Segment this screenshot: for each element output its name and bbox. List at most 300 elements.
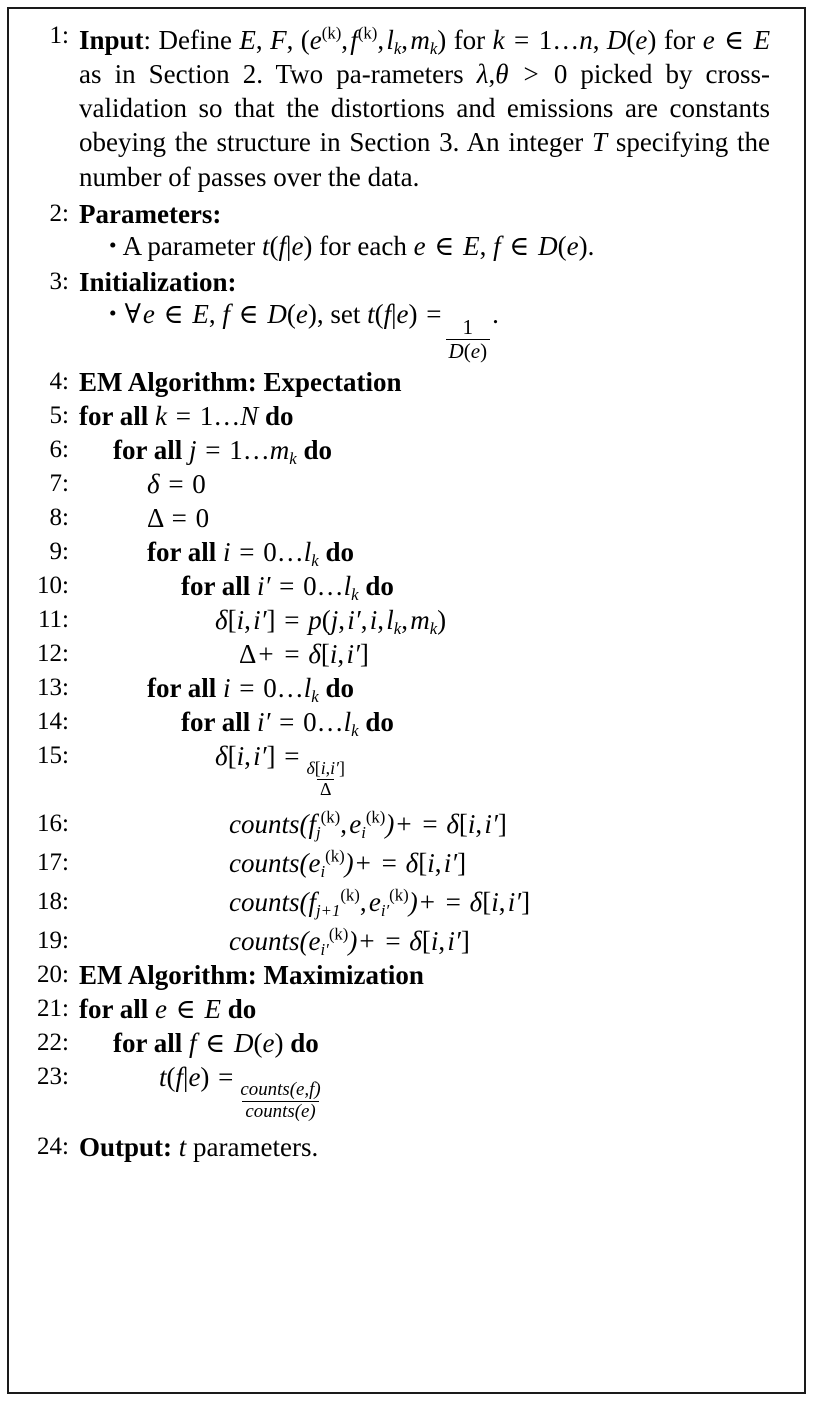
superscript-k-2: (k) <box>357 23 378 43</box>
zero-7: 0 <box>192 468 206 499</box>
symbol-i-prime-1 <box>257 571 270 601</box>
prime-6: ′ <box>260 740 267 771</box>
line-8-content <box>79 502 790 533</box>
algorithm-line-1 <box>9 23 790 194</box>
counts-label-17: counts <box>229 847 300 878</box>
line-number-23: 23: <box>37 1062 69 1090</box>
line-14-content <box>79 706 790 740</box>
equals-9: = <box>239 536 255 567</box>
symbol-e-1: e <box>309 25 322 55</box>
line-number-8: 8: <box>49 503 69 531</box>
fraction-one-over-De <box>446 316 491 362</box>
zero-9: 0 <box>263 536 277 567</box>
line-12-content: Δ+ = δ[i, i′] <box>239 638 369 669</box>
symbol-delta-uc-1: Δ <box>147 502 163 533</box>
subscript-k-3: k <box>289 448 297 468</box>
plus-16: + <box>396 808 412 839</box>
dots-9: … <box>276 536 304 567</box>
algorithm-line-18 <box>9 885 790 920</box>
subscript-k-5: k <box>351 584 359 604</box>
dots-6: … <box>242 434 270 465</box>
vertical-bar-1: | <box>286 230 292 261</box>
symbol-i-prime-2 <box>253 605 266 635</box>
symbol-i-prime-6 <box>253 741 266 771</box>
set-word: set <box>330 298 361 329</box>
symbol-i-prime-4 <box>346 639 359 669</box>
symbol-m-3: m <box>410 604 430 635</box>
symbol-delta-lc-9: δ <box>409 925 422 956</box>
line-2-content <box>79 198 790 229</box>
symbol-j-2: j <box>330 604 339 635</box>
fraction-numerator-2: δ[i,i′] <box>306 758 345 779</box>
symbol-i-24: i <box>447 925 455 956</box>
do-keyword-6: do <box>303 434 332 465</box>
structure-frag: the structure in Section <box>174 127 431 158</box>
element-of-5: ∈ <box>238 298 259 329</box>
symbol-f-7: f <box>308 886 317 917</box>
period-2: . <box>452 127 460 158</box>
symbol-j-1: j <box>189 434 197 465</box>
symbol-E-3: E <box>463 230 480 261</box>
colon-1: : <box>143 25 152 55</box>
algorithm-line-8 <box>9 502 790 533</box>
algorithm-box <box>7 7 806 1394</box>
element-of-7: ∈ <box>205 1027 226 1058</box>
equals-16: = <box>422 808 438 839</box>
symbol-delta-lc-1: δ <box>147 468 160 499</box>
symbol-e-14: e <box>308 925 321 956</box>
symbol-E-1: E <box>239 25 256 55</box>
algorithm-line-10 <box>9 570 790 604</box>
one-5: 1 <box>199 400 214 431</box>
symbol-e-2: e <box>635 25 648 55</box>
for-all-keyword-21: for all <box>79 993 149 1024</box>
zero-8: 0 <box>195 502 210 533</box>
symbol-e-19: e <box>301 1101 310 1123</box>
symbol-T: T <box>592 127 608 158</box>
symbol-i-prime-12 <box>447 926 460 956</box>
subscript-j-1: j <box>316 822 321 842</box>
prime-1: ′ <box>264 570 271 601</box>
subscript-k-2: k <box>429 39 438 59</box>
equals-11: = <box>284 604 300 635</box>
line-19-content: $counts(e_{i'}^{(k)})+ = \delta[i$, i′] <box>229 924 470 959</box>
do-keyword-5: do <box>264 400 294 431</box>
line-15-content: δ[i, i′] = $\frac{\delta[i,i']}{\Delta}$ <box>79 743 790 799</box>
superscript-k-7: (k) <box>389 885 409 905</box>
line-21-content <box>79 993 790 1024</box>
symbol-i-3: i <box>236 604 245 635</box>
subscript-k-1: k <box>393 39 402 59</box>
symbol-delta-lc-4: δ <box>215 740 228 771</box>
tuple-group: ($e^{(k)}$, $f^{(k)}$, $l_k$, $m_k$) <box>300 23 447 59</box>
element-of-6: ∈ <box>175 993 196 1024</box>
fraction-denominator-1: D(e) <box>446 339 491 362</box>
symbol-m-1: m <box>410 25 430 55</box>
symbol-i-13: i <box>320 758 326 779</box>
line-5-content <box>79 400 790 431</box>
bullet-icon-1: • <box>109 233 117 258</box>
bracket-close-3: ] <box>266 740 276 771</box>
line-number-17: 17: <box>37 848 69 876</box>
element-of-2: ∈ <box>434 230 455 261</box>
bracket-open-1: [ <box>227 604 237 635</box>
zero-13: 0 <box>263 672 277 703</box>
line-6-content <box>79 434 790 468</box>
line-4-content <box>79 366 790 397</box>
equals-23: = <box>218 1061 234 1092</box>
line-number-3: 3: <box>49 267 69 295</box>
algorithm-line-9 <box>9 536 790 570</box>
symbol-p-1: p <box>308 604 322 635</box>
algorithm-line-13 <box>9 672 790 706</box>
line-9-content <box>79 536 790 570</box>
counts-label-23b: counts <box>245 1101 295 1123</box>
algorithm-line-23 <box>9 1061 790 1123</box>
symbol-i-prime-11 <box>508 887 521 917</box>
prime-11: ′ <box>515 886 522 917</box>
equals-8: = <box>171 502 187 533</box>
dots-14: … <box>316 706 344 737</box>
passes-frag: the number of passes over the data. <box>79 127 771 192</box>
equals-14: = <box>279 706 295 737</box>
zero-10: 0 <box>303 570 317 601</box>
bracket-open-7: [ <box>482 886 492 917</box>
symbol-i-10: i <box>257 706 265 737</box>
symbol-i-19: i <box>380 900 386 920</box>
symbol-l-3: l <box>343 570 352 601</box>
line-number-16: 16: <box>37 809 69 837</box>
bracket-close-8: ] <box>460 925 470 956</box>
gap-24 <box>9 1057 790 1064</box>
line-16-content: $counts(f_j^{(k)}$, $e_i^{(k)})+ = \delta[i$, i′] <box>229 807 507 842</box>
subscript-k-9: k <box>351 720 359 740</box>
symbol-i-17: i <box>427 847 435 878</box>
a-parameter-text: A parameter <box>122 230 256 261</box>
line-number-7: 7: <box>49 469 69 497</box>
bracket-close-5: ] <box>497 808 507 839</box>
algorithm-line-6 <box>9 434 790 468</box>
equals-15: = <box>284 740 300 771</box>
algorithm-line-12 <box>9 638 790 669</box>
parameters-word: parameters. <box>193 1132 319 1163</box>
two-parameters-frag: Two pa- <box>275 59 371 90</box>
symbol-i-4: i <box>253 604 261 635</box>
line-number-14: 14: <box>37 707 69 735</box>
symbol-E-5: E <box>204 993 221 1024</box>
plus-19: + <box>359 925 375 956</box>
for-all-keyword-9: for all <box>147 536 217 567</box>
symbol-e-4: e <box>291 230 304 261</box>
line-number-19: 19: <box>37 926 69 954</box>
symbol-l-4: l <box>386 604 394 635</box>
algorithm-line-3 <box>9 266 790 297</box>
superscript-k-5: (k) <box>325 846 345 866</box>
subscript-k-6: k <box>393 618 402 638</box>
line-number-13: 13: <box>37 673 69 701</box>
symbol-E-4: E <box>192 298 209 329</box>
prime-5: ′ <box>264 706 271 737</box>
for-each-text: for each <box>319 230 407 261</box>
bracket-close-2: ] <box>359 638 369 669</box>
dots-13: … <box>276 672 304 703</box>
symbol-f-2: f <box>278 230 287 261</box>
symbol-E-2: E <box>753 25 771 55</box>
counts-label-23a: counts <box>240 1079 290 1101</box>
line-20-content <box>79 959 790 990</box>
line-7-content <box>79 468 790 499</box>
symbol-f-10: f <box>309 1079 315 1101</box>
symbol-delta-lc-7: δ <box>405 847 419 878</box>
symbol-m-2: m <box>269 434 290 465</box>
fraction-numerator-1: 1 <box>462 314 474 339</box>
algorithm-body <box>9 9 804 1161</box>
symbol-l-5: l <box>303 672 312 703</box>
subscript-i-2: i <box>320 861 326 881</box>
algorithm-line-19 <box>9 924 790 959</box>
dots-5: … <box>213 400 241 431</box>
symbol-e-17: e <box>188 1061 201 1092</box>
line-number-11: 11: <box>37 605 69 633</box>
symbol-e-18: e <box>296 1079 305 1101</box>
symbol-i-23: i <box>430 925 439 956</box>
line-number-24: 24: <box>37 1133 69 1161</box>
bracket-open-4: [ <box>314 758 321 779</box>
symbol-f-8: f <box>189 1027 197 1058</box>
symbol-t-1: t <box>262 230 270 261</box>
symbol-i-20: i <box>491 886 499 917</box>
line-number-5: 5: <box>49 401 69 429</box>
equals-7: = <box>168 468 184 499</box>
prime-12: ′ <box>325 939 329 959</box>
gap-9 <box>9 498 790 505</box>
for-all-keyword-22: for all <box>113 1027 183 1058</box>
symbol-f-9: f <box>175 1061 184 1092</box>
subscript-i-prime-1 <box>381 901 389 920</box>
symbol-D-1: D <box>606 25 627 55</box>
forall-symbol: ∀ <box>124 298 141 329</box>
line-17-content: $counts(e_i^{(k)})+ = \delta[i$, i′] <box>229 846 467 881</box>
period-1: . <box>256 59 263 90</box>
symbol-i-16: i <box>484 808 492 839</box>
period-3: . <box>587 230 595 261</box>
algorithm-line-7 <box>9 468 790 499</box>
fraction-numerator-3: counts(e,f) <box>240 1079 321 1101</box>
algorithm-line-24 <box>9 1134 790 1161</box>
bracket-close-4: ] <box>338 758 345 779</box>
for-all-keyword-6: for all <box>113 434 183 465</box>
plus-18: + <box>419 886 435 917</box>
line-number-18: 18: <box>37 887 69 915</box>
superscript-k-8: (k) <box>328 924 349 944</box>
counts-label-16: counts <box>229 808 300 839</box>
fraction-delta-over-Delta <box>304 759 348 798</box>
bracket-open-6: [ <box>418 847 428 878</box>
prime-13: ′ <box>454 925 461 956</box>
section-number-3: 3 <box>439 127 453 158</box>
symbol-f-3: f <box>493 230 501 261</box>
do-keyword-22: do <box>290 1027 319 1058</box>
symbol-delta-lc-6: δ <box>446 808 459 839</box>
symbol-i-14: i <box>330 758 336 779</box>
symbol-e-12: e <box>308 847 321 878</box>
bracket-close-6: ] <box>457 847 467 878</box>
plus-17: + <box>355 847 371 878</box>
period-4: . <box>492 298 499 329</box>
do-keyword-13: do <box>325 672 354 703</box>
symbol-f-4: f <box>222 298 230 329</box>
rameters-frag: rameters <box>370 59 464 90</box>
gap-10 <box>9 532 790 539</box>
symbol-i-15: i <box>467 808 476 839</box>
specifying-frag: specifying <box>615 127 729 158</box>
line-13-content <box>79 672 790 706</box>
equals-6: = <box>205 434 221 465</box>
zero-0: 0 <box>553 59 568 90</box>
line-number-20: 20: <box>37 960 69 988</box>
symbol-e-10: e <box>470 338 481 363</box>
symbol-i-22: i <box>320 939 326 959</box>
line-number-21: 21: <box>37 994 69 1022</box>
for-all-keyword-10: for all <box>181 570 251 601</box>
do-keyword-9: do <box>325 536 354 567</box>
symbol-f-6: f <box>308 808 317 839</box>
line-23-content: t(f|e) = $\frac{\text{counts(e,f)}}{\text{counts(e)}}$ <box>79 1064 790 1123</box>
for-all-keyword-5: for all <box>79 400 149 431</box>
element-of-1: ∈ <box>724 25 745 55</box>
symbol-delta-uc-2: Δ <box>239 638 257 669</box>
symbol-i-prime-7 <box>330 758 339 778</box>
do-keyword-10: do <box>365 570 394 601</box>
superscript-k-1: (k) <box>321 23 342 43</box>
plus-12: + <box>258 638 274 669</box>
prime-2: ′ <box>260 604 267 635</box>
line-number-2: 2: <box>49 199 69 227</box>
symbol-l-1: l <box>386 25 394 55</box>
superscript-k-6: (k) <box>340 885 360 905</box>
symbol-i-1: i <box>223 536 231 567</box>
symbol-e-15: e <box>155 993 167 1024</box>
bracket-open-8: [ <box>421 925 431 956</box>
symbol-i-9: i <box>223 672 231 703</box>
subscript-k-4: k <box>311 550 319 570</box>
symbol-F: F <box>270 25 287 55</box>
algorithm-line-17 <box>9 846 790 881</box>
symbol-e-7: e <box>142 298 155 329</box>
gap-15 <box>9 702 790 709</box>
dots-1: … <box>552 25 580 55</box>
algorithm-line-5 <box>9 400 790 431</box>
line-18-content: $counts(f_{j+1}^{(k)}$, $e_{i'}^{(k)})+ = \delta[i$, i′] <box>229 885 531 920</box>
symbol-f-1: f <box>350 25 358 55</box>
symbol-i-2: i <box>257 570 265 601</box>
subscript-i-1: i <box>361 822 366 842</box>
as-in-section-1: as in Section <box>79 59 230 90</box>
algorithm-line-15 <box>9 740 790 799</box>
equals-1: = <box>514 25 530 55</box>
line-number-10: 10: <box>37 571 69 599</box>
symbol-i-prime-5 <box>257 707 270 737</box>
gap-14 <box>9 668 790 675</box>
symbol-delta-lc-3: δ <box>308 638 321 669</box>
do-keyword-21: do <box>227 993 257 1024</box>
symbol-e-6: e <box>566 230 579 261</box>
line-number-6: 6: <box>49 435 69 463</box>
subscript-k-7: k <box>429 618 438 638</box>
line-1-content <box>79 23 790 194</box>
equals-2: = <box>426 298 442 329</box>
do-keyword-14: do <box>365 706 394 737</box>
symbol-i-7: i <box>329 638 338 669</box>
subscript-i-prime-2 <box>320 940 328 959</box>
symbol-e-5: e <box>413 230 426 261</box>
symbol-k-2: k <box>155 400 167 431</box>
vertical-bar-3: | <box>183 1061 189 1092</box>
algorithm-line-16 <box>9 807 790 842</box>
symbol-e-8: e <box>295 298 308 329</box>
equals-12: = <box>284 638 300 669</box>
symbol-D-2: D <box>538 230 558 261</box>
algorithm-line-14 <box>9 706 790 740</box>
symbol-D-3: D <box>267 298 287 329</box>
one-6: 1 <box>229 434 243 465</box>
section-number-2: 2 <box>242 59 257 90</box>
symbol-theta: θ <box>495 59 509 90</box>
symbol-i-prime-3 <box>347 605 360 635</box>
bracket-open-5: [ <box>458 808 468 839</box>
symbol-f-5: f <box>383 298 392 329</box>
symbol-i-18: i <box>443 847 452 878</box>
symbol-e-16: e <box>262 1027 275 1058</box>
parameters-heading: Parameters: <box>79 198 222 229</box>
line-22-content: for all f ∈ D(e) do <box>113 1027 319 1058</box>
fraction-denominator-3: counts(e) <box>242 1101 318 1122</box>
prime-9: ′ <box>451 847 458 878</box>
algorithm-line-11 <box>9 604 790 638</box>
for-word-2: for <box>663 25 696 55</box>
symbol-i-prime-8 <box>484 809 497 839</box>
symbol-k-1: k <box>492 25 505 55</box>
equals-5: = <box>175 400 191 431</box>
prime-4: ′ <box>353 638 360 669</box>
input-label: Input <box>79 25 144 55</box>
symbol-t-3: t <box>159 1061 167 1092</box>
symbol-i-11: i <box>236 740 245 771</box>
symbol-D-5: D <box>234 1027 254 1058</box>
zero-14: 0 <box>303 706 317 737</box>
line-number-22: 22: <box>37 1028 69 1056</box>
counts-label-19: counts <box>229 925 300 956</box>
em-maximization-heading: EM Algorithm: Maximization <box>79 959 424 990</box>
line-number-4: 4: <box>49 367 69 395</box>
symbol-lambda: λ <box>476 59 489 90</box>
equals-17: = <box>381 847 397 878</box>
symbol-delta-lc-2: δ <box>215 604 228 635</box>
dots-10: … <box>316 570 344 601</box>
one-1: 1 <box>538 25 553 55</box>
initialization-heading: Initialization: <box>79 266 237 297</box>
line-10-content <box>79 570 790 604</box>
bracket-close-7: ] <box>521 886 531 917</box>
symbol-e-11: e <box>349 808 362 839</box>
fraction-denominator-2: Δ <box>317 779 334 799</box>
algorithm-line-22 <box>9 1027 790 1058</box>
line-number-9: 9: <box>49 537 69 565</box>
line-24-content <box>79 1134 790 1161</box>
picked-by-frag: picked by cross-validation so that <box>79 59 771 124</box>
symbol-N: N <box>240 400 259 431</box>
for-all-keyword-13: for all <box>147 672 217 703</box>
